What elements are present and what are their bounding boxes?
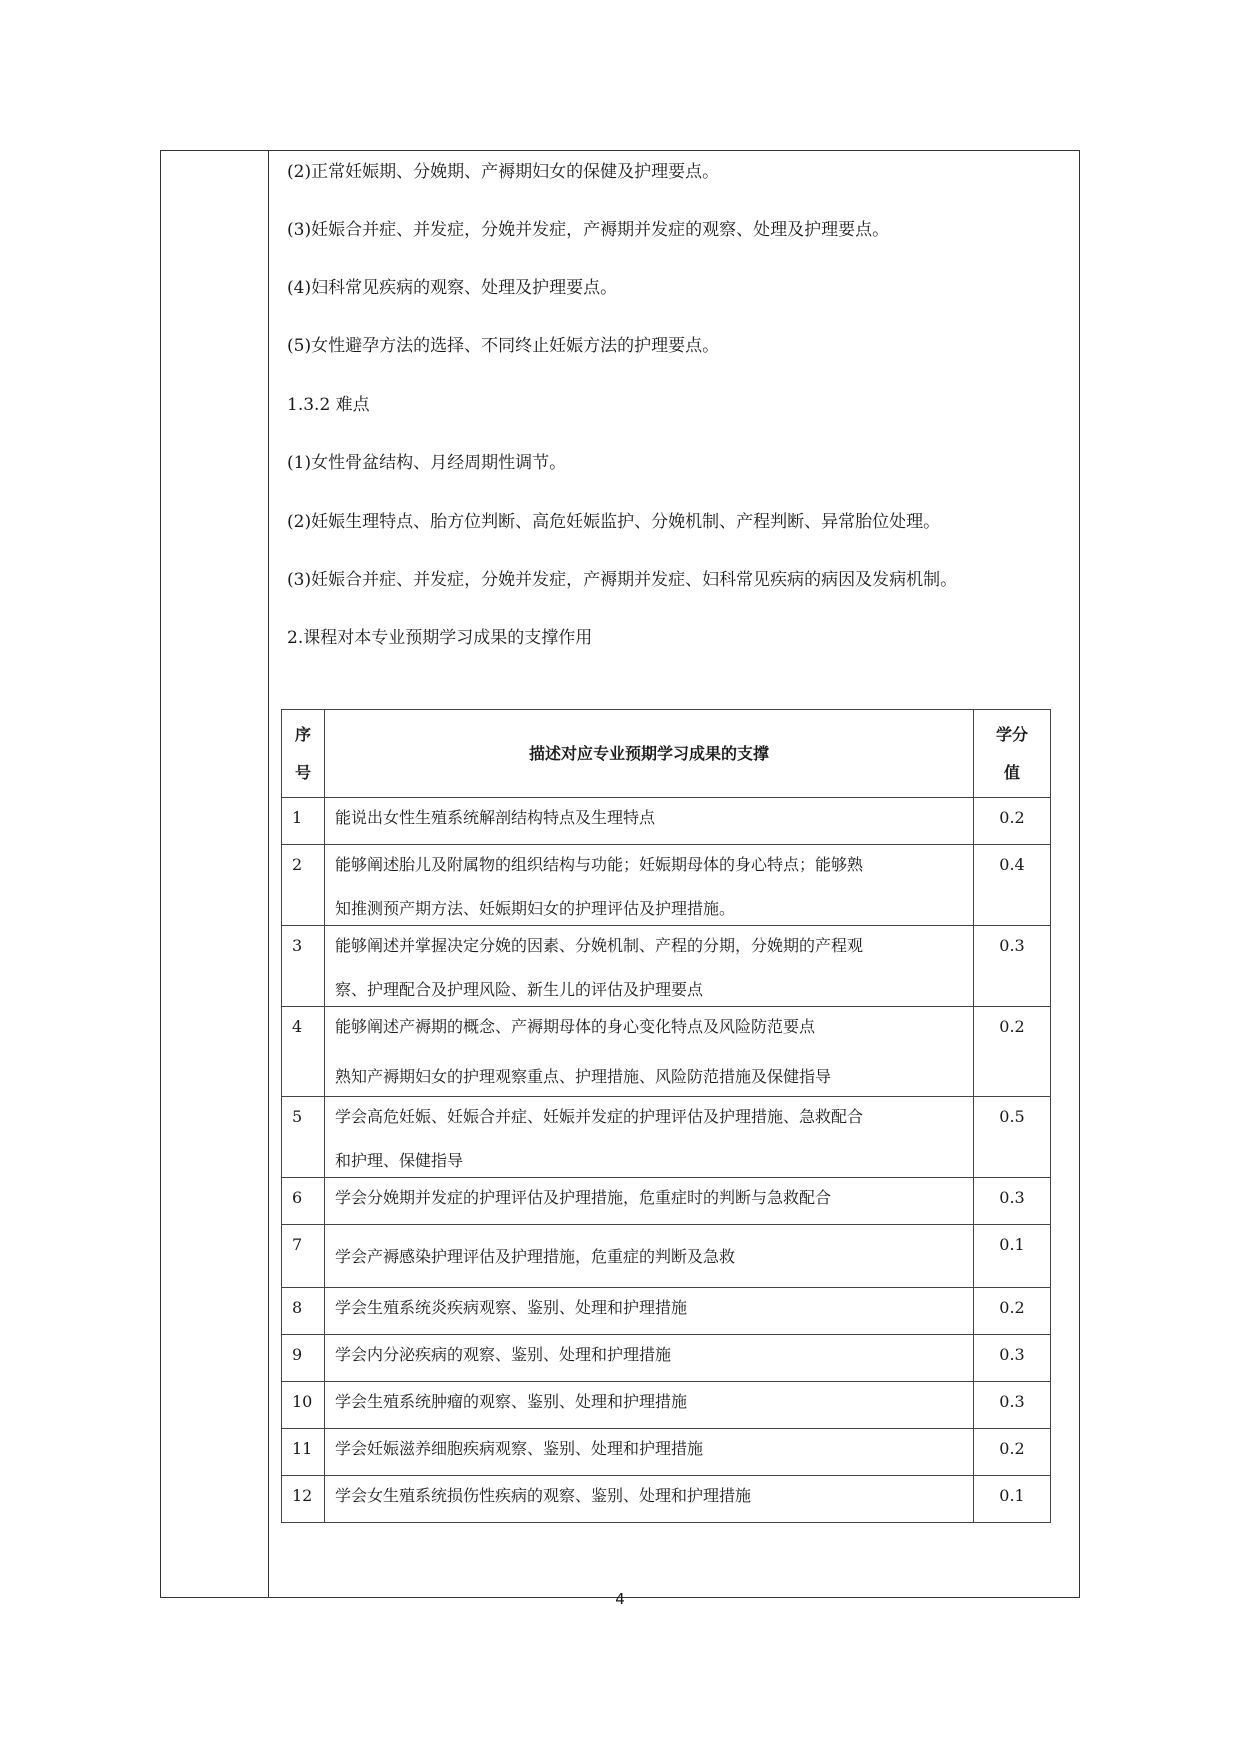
header-no-line1: 序 xyxy=(294,724,311,744)
paragraph: (2)妊娠生理特点、胎方位判断、高危妊娠监护、分娩机制、产程判断、异常胎位处理。 xyxy=(287,512,941,532)
table-row xyxy=(282,845,1051,926)
table-row xyxy=(282,1225,1051,1288)
header-no-line2: 号 xyxy=(294,762,311,782)
description-line: 能够阐述胎儿及附属物的组织结构与功能；妊娠期母体的身心特点；能够熟 xyxy=(335,855,864,874)
description-line: 学会内分泌疾病的观察、鉴别、处理和护理措施 xyxy=(335,1345,672,1364)
paragraph: (2)正常妊娠期、分娩期、产褥期妇女的保健及护理要点。 xyxy=(287,162,720,182)
description-line: 和护理、保健指导 xyxy=(335,1151,464,1170)
table-row xyxy=(282,1382,1051,1429)
row-description xyxy=(325,798,974,845)
row-description xyxy=(325,1429,974,1476)
row-credit: 0.2 xyxy=(974,1288,1051,1335)
row-number: 11 xyxy=(282,1429,325,1476)
description-line: 学会妊娠滋养细胞疾病观察、鉴别、处理和护理措施 xyxy=(335,1439,704,1458)
row-number: 12 xyxy=(282,1476,325,1523)
row-number: 8 xyxy=(282,1288,325,1335)
row-number: 5 xyxy=(282,1097,325,1178)
table-row xyxy=(282,1429,1051,1476)
row-credit: 0.1 xyxy=(974,1476,1051,1523)
table-row xyxy=(282,1097,1051,1178)
row-number: 1 xyxy=(282,798,325,845)
description-line: 能够阐述并掌握决定分娩的因素、分娩机制、产程的分期，分娩期的产程观 xyxy=(335,936,864,955)
description-line: 学会生殖系统肿瘤的观察、鉴别、处理和护理措施 xyxy=(335,1392,688,1411)
section-heading: 2.课程对本专业预期学习成果的支撑作用 xyxy=(287,628,593,648)
outer-table-frame xyxy=(160,150,1080,1598)
table-row xyxy=(282,1335,1051,1382)
description-line: 能说出女性生殖系统解剖结构特点及生理特点 xyxy=(335,808,656,827)
row-credit: 0.1 xyxy=(974,1225,1051,1288)
support-table xyxy=(281,709,1051,1523)
table-row xyxy=(282,1476,1051,1523)
description-line: 学会女生殖系统损伤性疾病的观察、鉴别、处理和护理措施 xyxy=(335,1486,752,1505)
page-number: 4 xyxy=(615,1590,625,1608)
header-desc: 描述对应专业预期学习成果的支撑 xyxy=(325,710,974,798)
description-line: 能够阐述产褥期的概念、产褥期母体的身心变化特点及风险防范要点 xyxy=(335,1017,816,1036)
row-credit: 0.4 xyxy=(974,845,1051,926)
row-description xyxy=(325,926,974,1007)
row-credit: 0.2 xyxy=(974,1007,1051,1097)
description-line: 学会分娩期并发症的护理评估及护理措施，危重症时的判断与急救配合 xyxy=(335,1188,832,1207)
table-row xyxy=(282,798,1051,845)
paragraph: (3)妊娠合并症、并发症，分娩并发症，产褥期并发症的观察、处理及护理要点。 xyxy=(287,220,890,240)
table-header-row xyxy=(282,710,1051,798)
row-credit: 0.3 xyxy=(974,1335,1051,1382)
description-line: 熟知产褥期妇女的护理观察重点、护理措施、风险防范措施及保健指导 xyxy=(335,1067,832,1086)
row-number: 9 xyxy=(282,1335,325,1382)
row-description xyxy=(325,1382,974,1429)
table-row xyxy=(282,1007,1051,1097)
table-row xyxy=(282,1178,1051,1225)
row-description xyxy=(325,1178,974,1225)
table-row xyxy=(282,926,1051,1007)
row-number: 10 xyxy=(282,1382,325,1429)
row-description xyxy=(325,1335,974,1382)
row-number: 6 xyxy=(282,1178,325,1225)
header-credit-line2: 值 xyxy=(1003,762,1020,782)
row-credit: 0.3 xyxy=(974,1382,1051,1429)
header-no xyxy=(282,710,325,798)
row-description xyxy=(325,1476,974,1523)
row-credit: 0.3 xyxy=(974,926,1051,1007)
subsection-heading: 1.3.2 难点 xyxy=(287,395,370,415)
row-description xyxy=(325,1007,974,1097)
row-credit: 0.2 xyxy=(974,1429,1051,1476)
description-line: 学会产褥感染护理评估及护理措施，危重症的判断及急救 xyxy=(335,1247,736,1266)
left-label-column xyxy=(161,151,269,1597)
description-line: 学会生殖系统炎疾病观察、鉴别、处理和护理措施 xyxy=(335,1298,688,1317)
description-line: 察、护理配合及护理风险、新生儿的评估及护理要点 xyxy=(335,980,704,999)
row-number: 2 xyxy=(282,845,325,926)
table-row xyxy=(282,1288,1051,1335)
header-credit xyxy=(974,710,1051,798)
description-line: 学会高危妊娠、妊娠合并症、妊娠并发症的护理评估及护理措施、急救配合 xyxy=(335,1107,864,1126)
row-credit: 0.3 xyxy=(974,1178,1051,1225)
paragraph: (4)妇科常见疾病的观察、处理及护理要点。 xyxy=(287,278,618,298)
paragraph: (1)女性骨盆结构、月经周期性调节。 xyxy=(287,453,567,473)
row-description xyxy=(325,1225,974,1288)
row-number: 3 xyxy=(282,926,325,1007)
row-description xyxy=(325,845,974,926)
description-line: 知推测预产期方法、妊娠期妇女的护理评估及护理措施。 xyxy=(335,899,736,918)
paragraph: (5)女性避孕方法的选择、不同终止妊娠方法的护理要点。 xyxy=(287,336,720,356)
header-credit-line1: 学分 xyxy=(995,724,1028,744)
row-description xyxy=(325,1097,974,1178)
paragraph: (3)妊娠合并症、并发症，分娩并发症，产褥期并发症、妇科常见疾病的病因及发病机制。 xyxy=(287,570,958,590)
row-credit: 0.5 xyxy=(974,1097,1051,1178)
row-description xyxy=(325,1288,974,1335)
row-number: 7 xyxy=(282,1225,325,1288)
row-credit: 0.2 xyxy=(974,798,1051,845)
row-number: 4 xyxy=(282,1007,325,1097)
